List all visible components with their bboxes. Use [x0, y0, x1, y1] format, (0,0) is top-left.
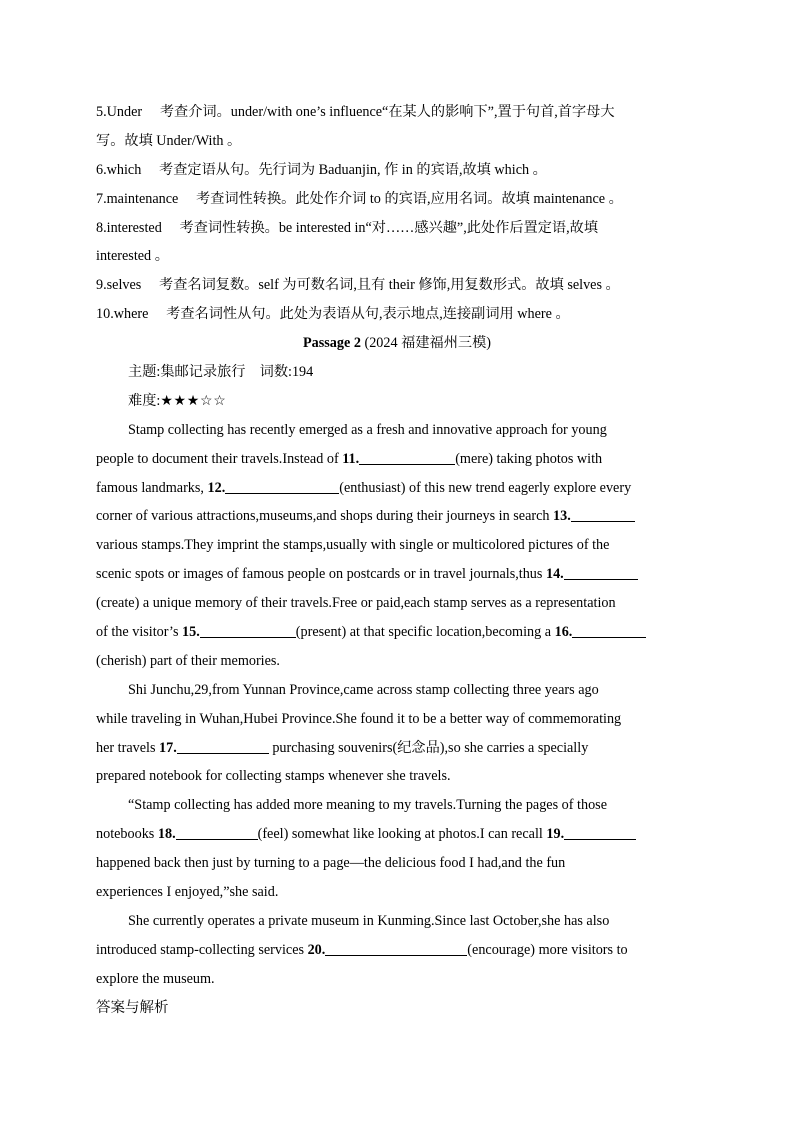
- answer-5-line1: 5.Under 考查介词。under/with one’s influence“在某人的影响下”,置于句首,首字母大: [96, 104, 615, 120]
- passage-theme: 主题:集邮记录旅行 词数:194: [128, 364, 314, 381]
- passage-line: scenic spots or images of famous people on postcards or in travel journals,thus 14.: [96, 560, 698, 589]
- passage-line: experiences I enjoyed,”she said.: [96, 884, 279, 901]
- passage-line: of the visitor’s 15. (present) at that specific location,becoming a 16.: [96, 618, 698, 647]
- answer-10: 10.where 考查名词性从句。此处为表语从句,表示地点,连接副词用 where 。: [96, 306, 570, 323]
- passage-line: her travels 17. purchasing souvenirs(纪念品),so she carries a specially: [96, 739, 589, 756]
- passage-line: Shi Junchu,29,from Yunnan Province,came across stamp collecting three years ago: [128, 681, 599, 698]
- passage-line: (cherish) part of their memories.: [96, 652, 280, 669]
- difficulty-stars: ★★★☆☆: [160, 392, 227, 409]
- passage-line: She currently operates a private museum in Kunming.Since last October,she has also: [128, 912, 610, 929]
- blank-number-17: 17.: [159, 739, 177, 756]
- blank-number-18: 18.: [157, 826, 176, 843]
- answer-6: 6.which 考查定语从句。先行词为 Baduanjin, 作 in 的宾语,故填 which 。: [96, 161, 547, 178]
- blank-14[interactable]: [564, 564, 638, 580]
- blank-number-14: 14.: [545, 566, 564, 583]
- passage-source: (2024 福建福州三模): [364, 335, 491, 352]
- passage-title-text: Passage 2: [303, 335, 361, 352]
- passage-line: various stamps.They imprint the stamps,usually with single or multicolored pictures of the: [96, 537, 610, 554]
- passage-line: while traveling in Wuhan,Hubei Province.She found it to be a better way of commemorating: [96, 710, 622, 727]
- blank-number-16: 16.: [554, 624, 573, 641]
- passage-line: (create) a unique memory of their travels.Free or paid,each stamp serves as a representation: [96, 595, 616, 612]
- blank-15[interactable]: [200, 622, 296, 638]
- blank-number-20: 20.: [307, 941, 326, 958]
- passage-line: people to document their travels.Instead of 11. (mere) taking photos with: [96, 450, 603, 467]
- document-content: [96, 98, 698, 1023]
- blank-16[interactable]: [572, 622, 646, 638]
- answer-9: 9.selves 考查名词复数。self 为可数名词,且有 their 修饰,用复数形式。故填 selves 。: [96, 277, 620, 294]
- blank-20[interactable]: [325, 940, 467, 956]
- blank-number-12: 12.: [207, 479, 226, 496]
- blank-number-11: 11.: [342, 450, 360, 467]
- passage-line: explore the museum.: [96, 970, 215, 987]
- passage-line: famous landmarks, 12. (enthusiast) of this new trend eagerly explore every: [96, 479, 632, 496]
- passage-line: “Stamp collecting has added more meaning to my travels.Turning the pages of those: [128, 797, 607, 814]
- answer-8-line2: interested 。: [96, 248, 169, 265]
- difficulty-label: 难度:: [128, 392, 161, 409]
- passage-line: corner of various attractions,museums,and shops during their journeys in search 13.: [96, 502, 698, 531]
- blank-number-19: 19.: [546, 826, 565, 843]
- blank-19[interactable]: [564, 824, 636, 840]
- blank-18[interactable]: [176, 824, 258, 840]
- passage-line: prepared notebook for collecting stamps whenever she travels.: [96, 768, 451, 785]
- blank-13[interactable]: [571, 506, 635, 522]
- passage-line: happened back then just by turning to a page—the delicious food I had,and the fun: [96, 855, 566, 872]
- blank-number-15: 15.: [182, 624, 200, 641]
- blank-12[interactable]: [225, 478, 339, 494]
- answer-5-line2: 写。故填 Under/With 。: [96, 132, 242, 149]
- passage-difficulty: [96, 387, 698, 416]
- passage-line: introduced stamp-collecting services 20. (encourage) more visitors to: [96, 941, 628, 958]
- answer-7: 7.maintenance 考查词性转换。此处作介词 to 的宾语,应用名词。故填 maintenance 。: [96, 190, 623, 207]
- passage-line: notebooks 18. (feel) somewhat like looking at photos.I can recall 19.: [96, 820, 698, 849]
- blank-number-13: 13.: [553, 508, 571, 525]
- passage-title: [96, 329, 698, 358]
- passage-line: Stamp collecting has recently emerged as a fresh and innovative approach for young: [128, 421, 607, 438]
- answer-8-line1: 8.interested 考查词性转换。be interested in“对……感兴趣”,此处作后置定语,故填: [96, 219, 599, 236]
- answers-heading: 答案与解析: [96, 999, 169, 1016]
- blank-11[interactable]: [359, 449, 455, 465]
- blank-17[interactable]: [177, 738, 269, 754]
